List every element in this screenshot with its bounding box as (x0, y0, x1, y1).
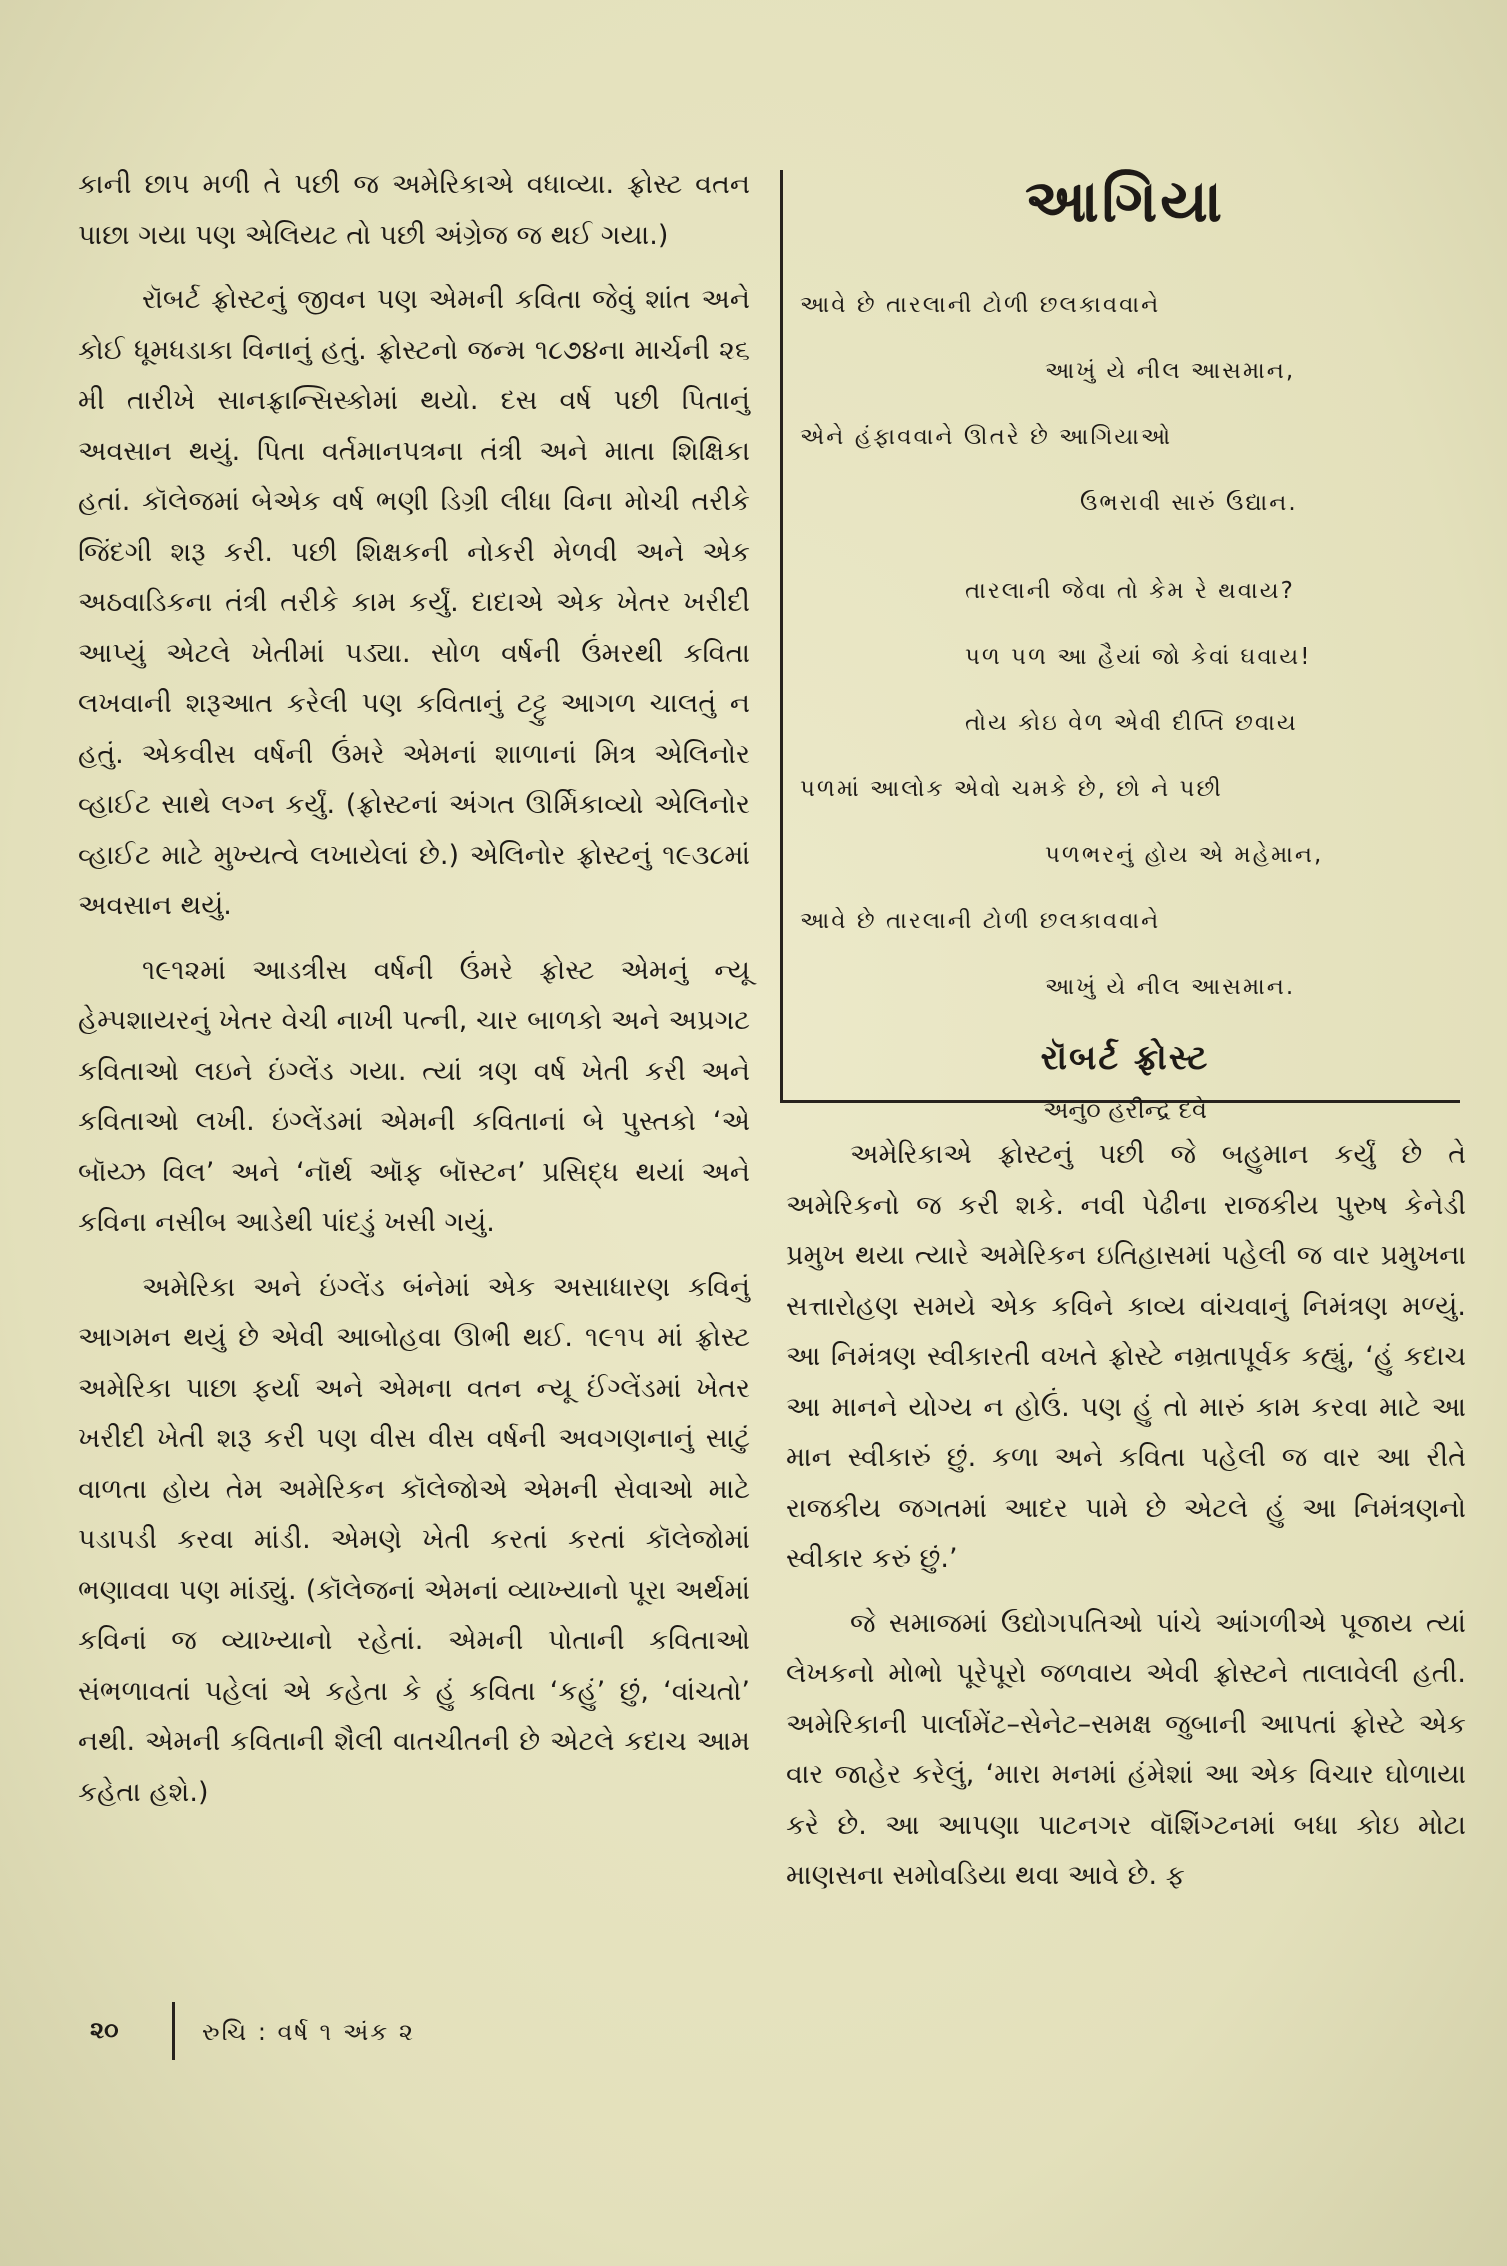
left-paragraph-1: કાની છાપ મળી તે પછી જ અમેરિકાએ વધાવ્યા. ફ્રોસ્ટ વતન પાછા ગયા પણ એલિયટ તો પછી અંગ્રેજ જ થઈ ગયા.) (78, 169, 750, 251)
right-paragraph-1: અમેરિકાએ ફ્રોસ્ટનું પછી જે બહુમાન કર્યું છે તે અમેરિકનો જ કરી શકે. નવી પેઢીના રાજકીય પુરુષ કેનેડી પ્રમુખ થયા ત્યારે અમેરિકન ઇતિહાસમાં પહેલી જ વાર પ્રમુખના સત્તારોહણ સમયે એક કવિને કાવ્ય વાંચવાનું નિમંત્રણ મળ્યું. આ નિમંત્રણ સ્વીકારતી વખતે ફ્રોસ્ટે નમ્રતાપૂર્વક કહ્યું, ‘હું કદાચ આ માનને યોગ્ય ન હોઉં. પણ હું તો મારું કામ કરવા માટે આ માન સ્વીકારું છું. કળા અને કવિતા પહેલી જ વાર આ રીતે રાજકીય જગતમાં આદર પામે છે એટલે હું આ નિમંત્રણનો સ્વીકાર કરું છું.’ (786, 1139, 1466, 1574)
poem-box-left-border (780, 170, 783, 1100)
poem-line: પળભરનું હોય એ મહેમાન, (1045, 842, 1324, 868)
poem-line: આખું યે નીલ આસમાન. (1045, 974, 1296, 1000)
poem-line: આવે છે તારલાની ટોળી છલકાવવાને (800, 292, 1161, 318)
poem-line: પળ પળ આ હૈયાં જો કેવાં ઘવાય! (965, 644, 1312, 670)
right-article-column (786, 1130, 1466, 1916)
poem-line: આખું યે નીલ આસમાન, (1045, 358, 1296, 384)
poem-author: રૉબર્ટ ફ્રોસ્ટ (1040, 1038, 1210, 1078)
poem-line: તારલાની જેવા તો કેમ રે થવાય? (965, 578, 1295, 604)
journal-issue: રુચિ : વર્ષ ૧ અંક ૨ (202, 2018, 415, 2046)
left-article-column (78, 160, 750, 1832)
stanza-gap (800, 536, 1450, 558)
poem-translator: અનુ૦ હરીન્દ્ર દવે (1043, 1096, 1207, 1124)
poem-title: આગિયા (1025, 167, 1225, 235)
left-paragraph-4: અમેરિકા અને ઇંગ્લેંડ બંનેમાં એક અસાધારણ કવિનું આગમન થયું છે એવી આબોહવા ઊભી થઈ. ૧૯૧૫ માં ફ્રોસ્ટ અમેરિકા પાછા ફર્યા અને એમના વતન ન્યૂ ઈંગ્લેંડમાં ખેતર ખરીદી ખેતી શરૂ કરી પણ વીસ વીસ વર્ષની અવગણનાનું સાટું વાળતા હોય તેમ અમેરિકન કૉલેજોએ એમની સેવાઓ માટે પડાપડી કરવા માંડી. એમણે ખેતી કરતાં કરતાં કૉલેજોમાં ભણાવવા પણ માંડ્યું. (કૉલેજનાં એમનાં વ્યાખ્યાનો પૂરા અર્થમાં કવિનાં જ વ્યાખ્યાનો રહેતાં. એમની પોતાની કવિતાઓ સંભળાવતાં પહેલાં એ કહેતા કે હું કવિતા ‘કહું’ છું, ‘વાંચતો’ નથી. એમની કવિતાની શૈલી વાતચીતની છે એટલે કદાચ આમ કહેતા હશે.) (78, 1271, 750, 1808)
poem-line: પળમાં આલોક એવો ચમકે છે, છો ને પછી (800, 776, 1223, 802)
poem-line: તોય કોઇ વેળ એવી દીપ્તિ છવાય (965, 710, 1298, 736)
left-paragraph-3: ૧૯૧૨માં આડત્રીસ વર્ષની ઉંમરે ફ્રોસ્ટ એમનું ન્યૂ હેમ્પશાયરનું ખેતર વેચી નાખી પત્ની, ચાર બાળકો અને અપ્રગટ કવિતાઓ લઇને ઇંગ્લેંડ ગયા. ત્યાં ત્રણ વર્ષ ખેતી કરી અને કવિતાઓ લખી. ઇંગ્લેંડમાં એમની કવિતાનાં બે પુસ્તકો ‘એ બૉય્ઝ વિલ’ અને ‘નૉર્થ ઑફ બૉસ્ટન’ પ્રસિદ્ધ થયાં અને કવિના નસીબ આડેથી પાંદડું ખસી ગયું. (78, 954, 750, 1238)
poem-box (800, 155, 1450, 1124)
right-paragraph-2: જે સમાજમાં ઉદ્યોગપતિઓ પાંચે આંગળીએ પૂજાય ત્યાં લેખકનો મોભો પૂરેપૂરો જળવાય એવી ફ્રોસ્ટને તાલાવેલી હતી. અમેરિકાની પાર્લામેંટ–સેનેટ–સમક્ષ જુબાની આપતાં ફ્રોસ્ટે એક વાર જાહેર કરેલું, ‘મારા મનમાં હંમેશાં આ એક વિચાર ઘોળાયા કરે છે. આ આપણા પાટનગર વૉશિંગ્ટનમાં બધા કોઇ મોટા માણસના સમોવડિયા થવા આવે છે. ફ (786, 1607, 1466, 1891)
footer-divider (172, 2002, 175, 2060)
page-number: ૨૦ (90, 2016, 119, 2044)
left-paragraph-2: રૉબર્ટ ફ્રોસ્ટનું જીવન પણ એમની કવિતા જેવું શાંત અને કોઈ ધૂમધડાકા વિનાનું હતું. ફ્રોસ્ટનો જન્મ ૧૮૭૪ના માર્ચની ૨૬ મી તારીખે સાનફ્રાન્સિસ્કોમાં થયો. દસ વર્ષ પછી પિતાનું અવસાન થયું. પિતા વર્તમાનપત્રના તંત્રી અને માતા શિક્ષિકા હતાં. કૉલેજમાં બેએક વર્ષ ભણી ડિગ્રી લીધા વિના મોચી તરીકે જિંદગી શરૂ કરી. પછી શિક્ષકની નોકરી મેળવી અને એક અઠવાડિકના તંત્રી તરીકે કામ કર્યું. દાદાએ એક ખેતર ખરીદી આપ્યું એટલે ખેતીમાં પડ્યા. સોળ વર્ષની ઉંમરથી કવિતા લખવાની શરૂઆત કરેલી પણ કવિતાનું ટટ્ટુ આગળ ચાલતું ન હતું. એકવીસ વર્ષની ઉંમરે એમનાં શાળાનાં મિત્ર એલિનોર વ્હાઈટ સાથે લગ્ન કર્યું. (ફ્રોસ્ટનાં અંગત ઊર્મિકાવ્યો એલિનોર વ્હાઈટ માટે મુખ્યત્વે લખાયેલાં છે.) એલિનોર ફ્રોસ્ટનું ૧૯૩૮માં અવસાન થયું. (78, 284, 750, 921)
poem-line: આવે છે તારલાની ટોળી છલકાવવાને (800, 908, 1161, 934)
poem-line: ઉભરાવી સારું ઉદ્યાન. (1080, 490, 1298, 516)
page-footer (90, 2002, 790, 2062)
poem-line: એને હંફાવવાને ઊતરે છે આગિયાઓ (800, 424, 1173, 450)
